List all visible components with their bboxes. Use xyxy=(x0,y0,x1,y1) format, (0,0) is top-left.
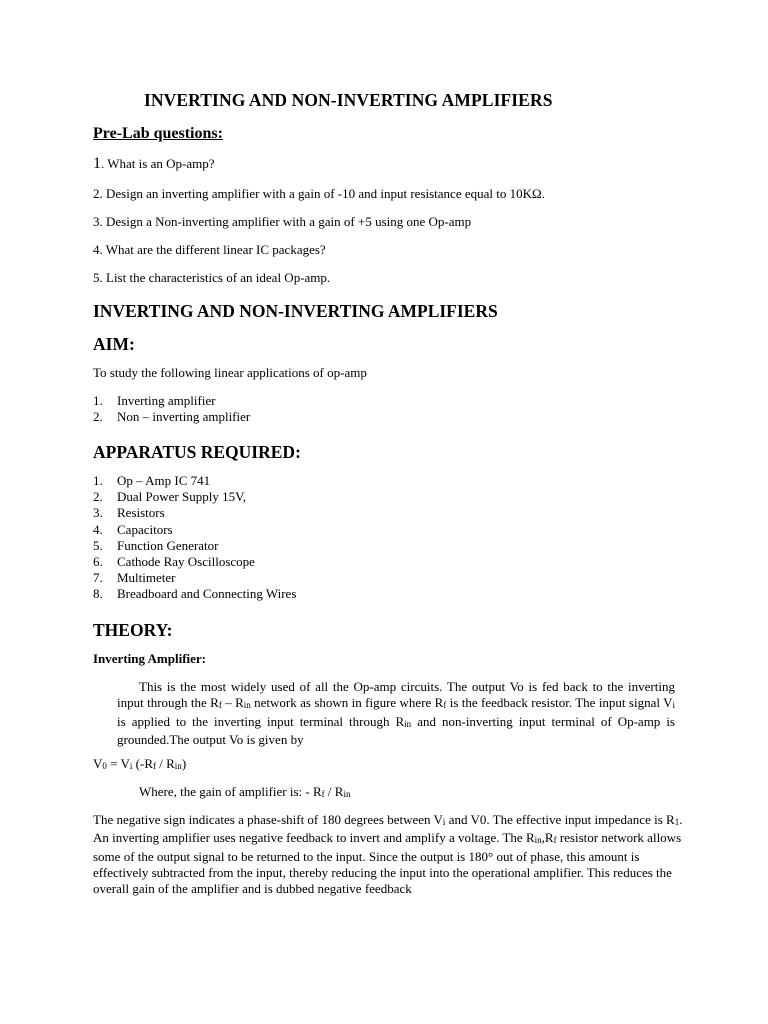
section-title: INVERTING AND NON-INVERTING AMPLIFIERS xyxy=(93,301,498,321)
document-title: INVERTING AND NON-INVERTING AMPLIFIERS xyxy=(144,90,553,110)
theory-paragraph-2: The negative sign indicates a phase-shift of 180 degrees between Vi and V0. The effective input impedance is R1. An inverting amplifier uses negative feedback to invert and amplify a voltage. The Rin,Rf resistor network allows some of the output signal to be returned to the input. Since the output is 180° out of phase, this amount is effectively subtracted from the input, thereby reducing the input into the operational amplifier. This reduces the overall gain of the amplifier and is dubbed negative feedback xyxy=(93,812,683,897)
inverting-amplifier-subheading: Inverting Amplifier: xyxy=(93,651,207,666)
prelab-question-3: 3. Design a Non-inverting amplifier with a gain of +5 using one Op-amp xyxy=(93,214,472,229)
output-formula: V0 = Vi (-Rf / Rin) xyxy=(93,756,187,771)
prelab-question-1: 1. What is an Op-amp? xyxy=(93,155,215,172)
prelab-question-4: 4. What are the different linear IC packages? xyxy=(93,242,326,257)
prelab-heading: Pre-Lab questions: xyxy=(93,125,223,142)
prelab-question-2: 2. Design an inverting amplifier with a gain of -10 and input resistance equal to 10KΩ. xyxy=(93,186,545,201)
apparatus-heading: APPARATUS REQUIRED: xyxy=(93,442,301,462)
theory-paragraph-1: This is the most widely used of all the Op-amp circuits. The output Vo is fed back to the inverting input through the Rf – Rin network as shown in figure where Rf is the feedback resistor. The input signal Vi is applied to the inverting input terminal through Rin and non-inverting input terminal of Op-amp is grounded.The output Vo is given by xyxy=(117,679,676,747)
theory-heading: THEORY: xyxy=(93,620,173,640)
prelab-question-5: 5. List the characteristics of an ideal Op-amp. xyxy=(93,270,331,285)
aim-heading: AIM: xyxy=(93,334,135,354)
gain-formula: Where, the gain of amplifier is: - Rf / Rin xyxy=(139,784,351,799)
aim-intro: To study the following linear applications of op-amp xyxy=(93,365,367,380)
